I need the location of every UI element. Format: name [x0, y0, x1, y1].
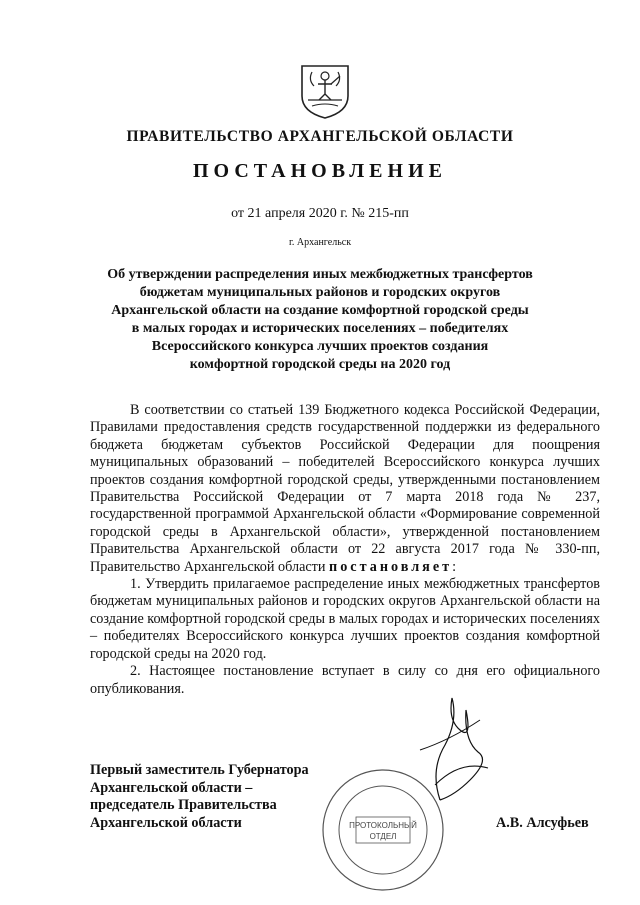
- title-line: Всероссийского конкурса лучших проектов создания: [151, 339, 489, 354]
- signatory-name: А.В. Алсуфьев: [496, 815, 589, 831]
- decree-colon: :: [452, 558, 457, 575]
- position-line: Архангельской области: [90, 814, 242, 831]
- signatory-position: [90, 762, 309, 832]
- stamp-text-line2: ОТДЕЛ: [369, 832, 397, 841]
- date-number: от 21 апреля 2020 г. № 215-пп: [231, 206, 409, 221]
- document-body: [90, 402, 600, 698]
- title-line: Об утверждении распределения иных межбюджетных трансфертов: [107, 267, 533, 282]
- coat-of-arms-emblem: [298, 62, 352, 120]
- position-line: Архангельской области –: [90, 779, 253, 796]
- stamp-text-line1: ПРОТОКОЛЬНЫЙ: [349, 821, 417, 830]
- preamble-text: В соответствии со статьей 139 Бюджетного кодекса Российской Федерации, Правилами предоставления средств государственной поддержки из федерального бюджета бюджетам субъектов Российской Федерации для поощрения муниципальных образований – победителей Всероссийского конкурса лучших проектов создания комфортной городской среды, утвержденными постановлением Правительства Российской Федерации от 7 марта 2018 года № 237, государственной программой Архангельской области «Формирование современной городской среды в Архангельской области», утвержденной постановлением Правительства Архангельской области от 22 августа 2017 года № 330-пп, Правительство Архангельской области: [90, 402, 600, 575]
- title-line: комфортной городской среды на 2020 год: [189, 357, 451, 372]
- decree-word: постановляет: [329, 558, 453, 575]
- document-title: [90, 266, 550, 374]
- preamble-paragraph: [90, 402, 600, 576]
- city: г. Архангельск: [288, 237, 352, 248]
- document-type: ПОСТАНОВЛЕНИЕ: [193, 160, 447, 182]
- title-line: в малых городах и исторических поселениях – победителях: [131, 321, 509, 336]
- item-2: 2. Настоящее постановление вступает в силу со дня его официального опубликования.: [90, 663, 600, 697]
- item-1: 1. Утвердить прилагаемое распределение иных межбюджетных трансфертов бюджетам муниципальных районов и городских округов Архангельской области на создание комфортной городской среды в малых городах и исторических поселениях – победителях Всероссийского конкурса лучших проектов создания комфортной городской среды на 2020 год.: [90, 576, 600, 662]
- official-stamp: [318, 765, 448, 895]
- title-line: Архангельской области на создание комфортной городской среды: [111, 303, 529, 318]
- title-line: бюджетам муниципальных районов и городских округов: [139, 285, 501, 300]
- position-line: председатель Правительства: [90, 797, 277, 814]
- position-line: Первый заместитель Губернатора: [90, 762, 309, 778]
- government-name: ПРАВИТЕЛЬСТВО АРХАНГЕЛЬСКОЙ ОБЛАСТИ: [126, 128, 514, 145]
